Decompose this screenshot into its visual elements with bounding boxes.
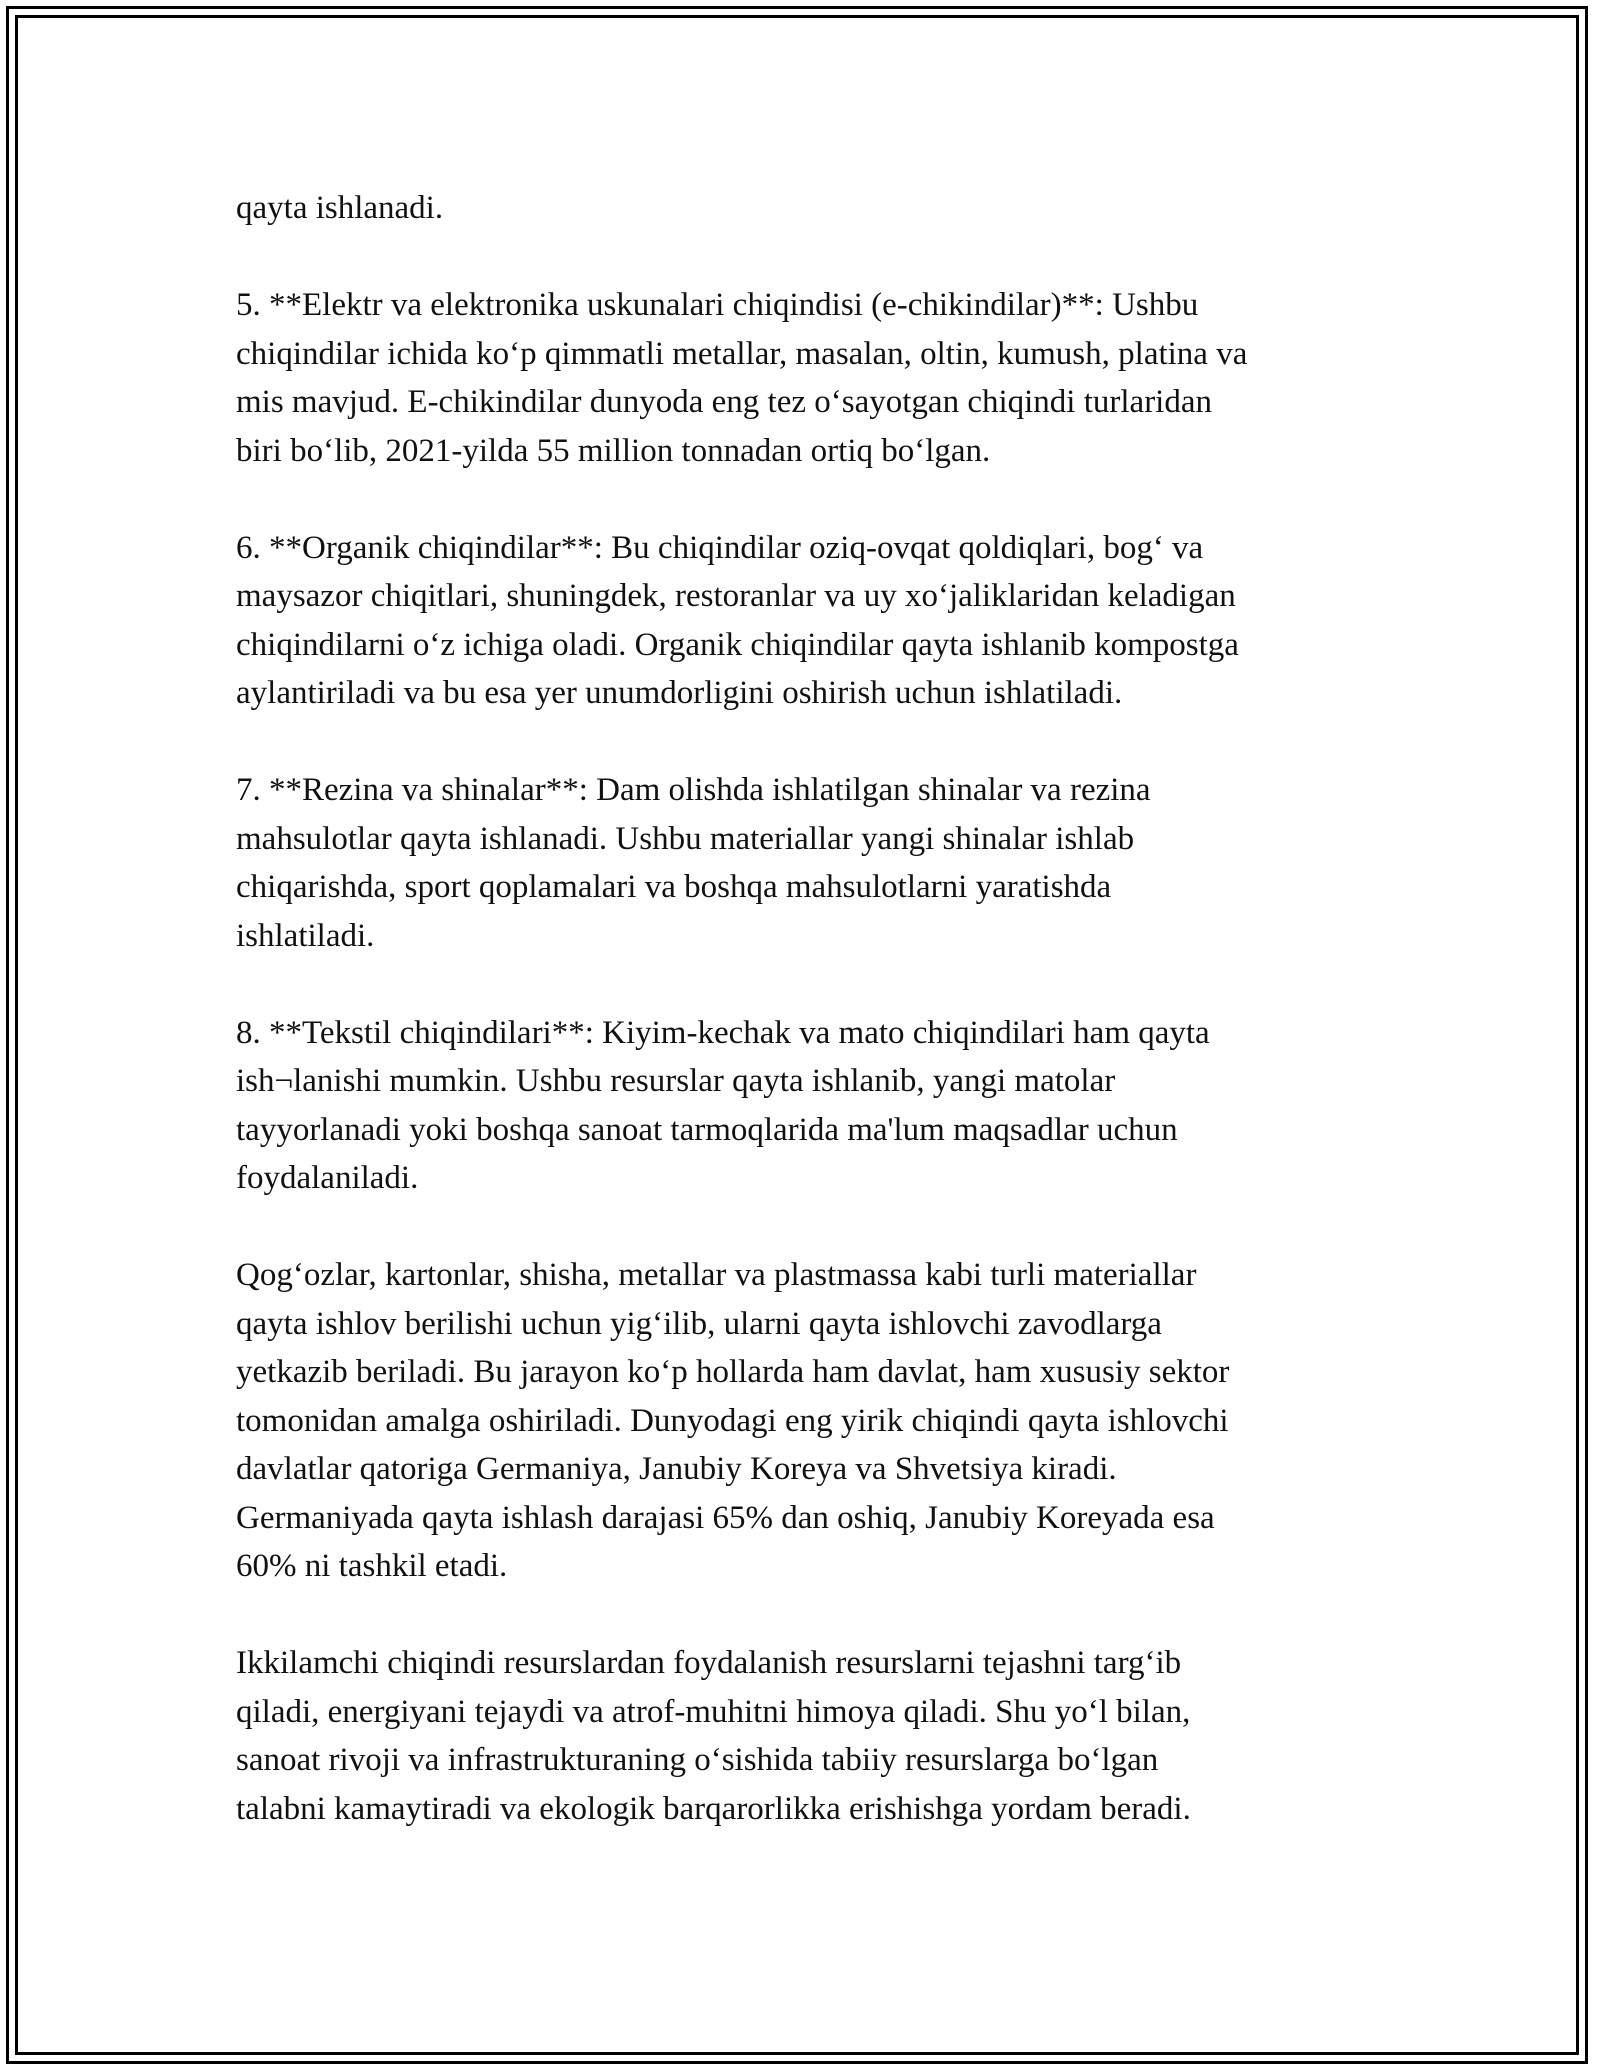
text-line: 6. **Organik chiqindilar**: Bu chiqindilar oziq-ovqat qoldiqlari, bog‘ va [236, 529, 1204, 566]
text-line: mis mavjud. E-chikindilar dunyoda eng tez o‘sayotgan chiqindi turlaridan [236, 384, 1212, 420]
text-line: qayta ishlanadi. [236, 190, 444, 226]
paragraph-item-8-textile-waste [236, 1009, 1376, 1203]
text-line: mahsulotlar qayta ishlanadi. Ushbu materiallar yangi shinalar ishlab [236, 820, 1135, 857]
paragraph-conclusion [236, 1639, 1376, 1833]
text-line: Qog‘ozlar, kartonlar, shisha, metallar va plastmassa kabi turli materiallar [236, 1257, 1197, 1293]
text-line: 5. **Elektr va elektronika uskunalari chiqindisi (e-chikindilar)**: Ushbu [236, 287, 1199, 323]
document-body [236, 184, 1376, 1833]
paragraph-item-7-rubber-tires [236, 766, 1376, 960]
paragraph-item-6-organic-waste [236, 524, 1376, 718]
text-line: chiqindilarni o‘z ichiga oladi. Organik chiqindilar qayta ishlanib kompostga [236, 626, 1239, 663]
text-line: yetkazib beriladi. Bu jarayon ko‘p hollarda ham davlat, ham xususiy sektor [236, 1354, 1230, 1390]
paragraph-collection-process [236, 1251, 1376, 1591]
text-line: chiqarishda, sport qoplamalari va boshqa mahsulotlarni yaratishda [236, 869, 1112, 905]
text-line: qayta ishlov berilishi uchun yig‘ilib, ularni qayta ishlovchi zavodlarga [236, 1305, 1162, 1342]
text-line: 8. **Tekstil chiqindilari**: Kiyim-kechak va mato chiqindilari ham qayta [236, 1014, 1210, 1051]
text-line: qiladi, energiyani tejaydi va atrof-muhitni himoya qiladi. Shu yo‘l bilan, [236, 1693, 1191, 1730]
text-line: biri bo‘lib, 2021-yilda 55 million tonnadan ortiq bo‘lgan. [236, 432, 991, 469]
text-line: Germaniyada qayta ishlash darajasi 65% dan oshiq, Janubiy Koreyada esa [236, 1499, 1215, 1536]
text-line: maysazor chiqitlari, shuningdek, restoranlar va uy xo‘jaliklaridan keladigan [236, 578, 1236, 614]
text-line: Ikkilamchi chiqindi resurslardan foydalanish resurslarni tejashni targ‘ib [236, 1645, 1182, 1681]
text-line: tomonidan amalga oshiriladi. Dunyodagi eng yirik chiqindi qayta ishlovchi [236, 1402, 1229, 1439]
text-line: talabni kamaytiradi va ekologik barqarorlikka erishishga yordam beradi. [236, 1790, 1191, 1827]
paragraph-continuation [236, 184, 1376, 233]
text-line: foydalaniladi. [236, 1160, 419, 1196]
text-line: ishlatiladi. [236, 917, 375, 954]
text-line: 60% ni tashkil etadi. [236, 1548, 508, 1584]
text-line: aylantiriladi va bu esa yer unumdorligini oshirish uchun ishlatiladi. [236, 675, 1123, 711]
text-line: tayyorlanadi yoki boshqa sanoat tarmoqlarida ma'lum maqsadlar uchun [236, 1111, 1178, 1148]
text-line: chiqindilar ichida ko‘p qimmatli metallar, masalan, oltin, kumush, platina va [236, 335, 1248, 372]
text-line: davlatlar qatoriga Germaniya, Janubiy Koreya va Shvetsiya kiradi. [236, 1451, 1117, 1487]
text-line: sanoat rivoji va infrastrukturaning o‘sishida tabiiy resurslarga bo‘lgan [236, 1742, 1159, 1778]
paragraph-item-5-e-waste [236, 281, 1376, 475]
text-line: ish¬lanishi mumkin. Ushbu resurslar qayta ishlanib, yangi matolar [236, 1063, 1116, 1099]
text-line: 7. **Rezina va shinalar**: Dam olishda ishlatilgan shinalar va rezina [236, 772, 1151, 808]
